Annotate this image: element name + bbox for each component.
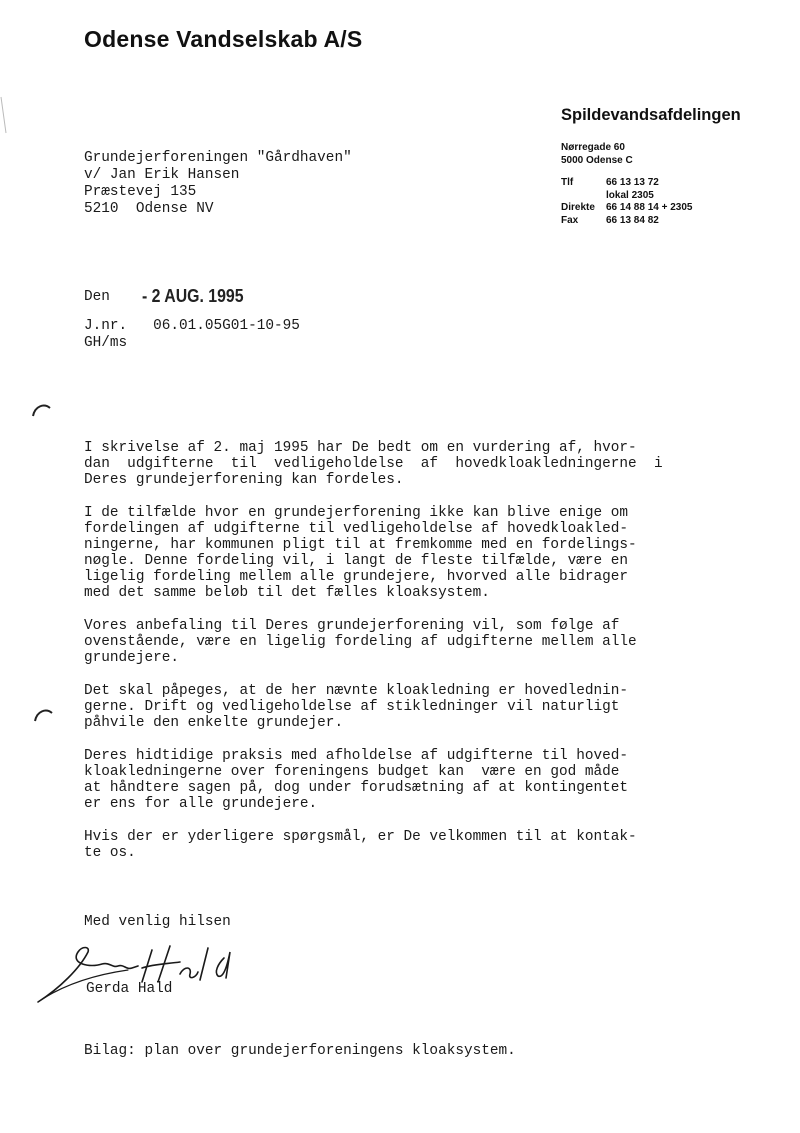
contact-row [561, 177, 751, 190]
body-line: Det skal påpeges, at de her nævnte kloakledning er hovedlednin- [84, 683, 629, 699]
body-line: I skrivelse af 2. maj 1995 har De bedt om en vurdering af, hvor- [84, 440, 637, 456]
body-line: at håndtere sagen på, dog under forudsætning af at kontingentet [84, 780, 629, 796]
contact-value: lokal 2305 [606, 189, 654, 201]
contact-row [561, 202, 751, 215]
contact-row [561, 215, 751, 228]
contact-value: 66 13 84 82 [606, 214, 659, 226]
body-line: med det samme beløb til det fælles kloaksystem. [84, 585, 490, 601]
body-paragraph [84, 505, 724, 601]
body-line: fordelingen af udgifterne til vedligeholdelse af hovedkloakled- [84, 521, 629, 537]
handwritten-signature [30, 938, 250, 1008]
body-line: grundejere. [84, 650, 179, 666]
body-paragraph [84, 829, 724, 861]
reference-line: GH/ms [84, 335, 128, 351]
body-line: er ens for alle grundejere. [84, 796, 318, 812]
body-line: kloakledningerne over foreningens budget kan være en god måde [84, 764, 620, 780]
body-paragraph [84, 618, 724, 666]
company-name: Odense Vandselskab A/S [84, 26, 363, 52]
punch-hole-mark-middle [32, 705, 54, 725]
body-paragraph [84, 683, 724, 731]
body-line: dan udgifterne til vedligeholdelse af hovedkloakledningerne i [84, 456, 663, 472]
department-city: 5000 Odense C [561, 154, 633, 166]
contact-label [561, 190, 606, 203]
enclosure-note: Bilag: plan over grundejerforeningens kloaksystem. [84, 1043, 516, 1059]
signer-name: Gerda Hald [86, 981, 173, 997]
body-line: ovenstående, være en ligelig fordeling af udgifterne mellem alle [84, 634, 637, 650]
department-street: Nørregade 60 [561, 142, 625, 153]
body-line: ningerne, har kommunen pligt til at fremkomme med en fordelings- [84, 537, 637, 553]
department-contact-block [561, 142, 751, 227]
body-line: nøgle. Denne fordeling vil, i langt de fleste tilfælde, være en [84, 553, 629, 569]
body-line: Deres grundejerforening kan fordeles. [84, 472, 404, 488]
body-line: ligelig fordeling mellem alle grundejere, hvorved alle bidrager [84, 569, 629, 585]
department-name: Spildevandsafdelingen [561, 106, 741, 124]
contact-value: 66 13 13 72 [606, 177, 659, 188]
closing-salutation: Med venlig hilsen [84, 914, 231, 930]
body-line: Vores anbefaling til Deres grundejerforening vil, som følge af [84, 618, 620, 634]
body-paragraph [84, 440, 724, 488]
scan-edge-mark [0, 95, 8, 135]
date-stamp: - 2 AUG. 1995 [142, 286, 244, 306]
reference-line: J.nr. 06.01.05G01-10-95 [84, 318, 300, 334]
body-paragraph [84, 748, 724, 812]
body-line: gerne. Drift og vedligeholdelse af stikledninger vil naturligt [84, 699, 620, 715]
body-line: påhvile den enkelte grundejer. [84, 715, 344, 731]
contact-value: 66 14 88 14 + 2305 [606, 202, 693, 213]
recipient-line: v/ Jan Erik Hansen [84, 167, 240, 183]
reference-block [84, 318, 300, 352]
contact-label: Direkte [561, 202, 595, 213]
body-line: Hvis der er yderligere spørgsmål, er De velkommen til at kontak- [84, 829, 637, 845]
date-label: Den [84, 289, 110, 305]
contact-label: Fax [561, 214, 579, 226]
body-line: te os. [84, 845, 136, 861]
recipient-line: Præstevej 135 [84, 184, 197, 200]
contact-label: Tlf [561, 177, 574, 188]
contact-row [561, 190, 751, 203]
recipient-line: 5210 Odense NV [84, 201, 214, 217]
letter-body [84, 440, 724, 878]
body-line: I de tilfælde hvor en grundejerforening ikke kan blive enige om [84, 505, 629, 521]
body-line: Deres hidtidige praksis med afholdelse af udgifterne til hoved- [84, 748, 629, 764]
punch-hole-mark-top [30, 400, 52, 420]
recipient-line: Grundejerforeningen "Gårdhaven" [84, 150, 352, 166]
recipient-address [84, 150, 352, 218]
